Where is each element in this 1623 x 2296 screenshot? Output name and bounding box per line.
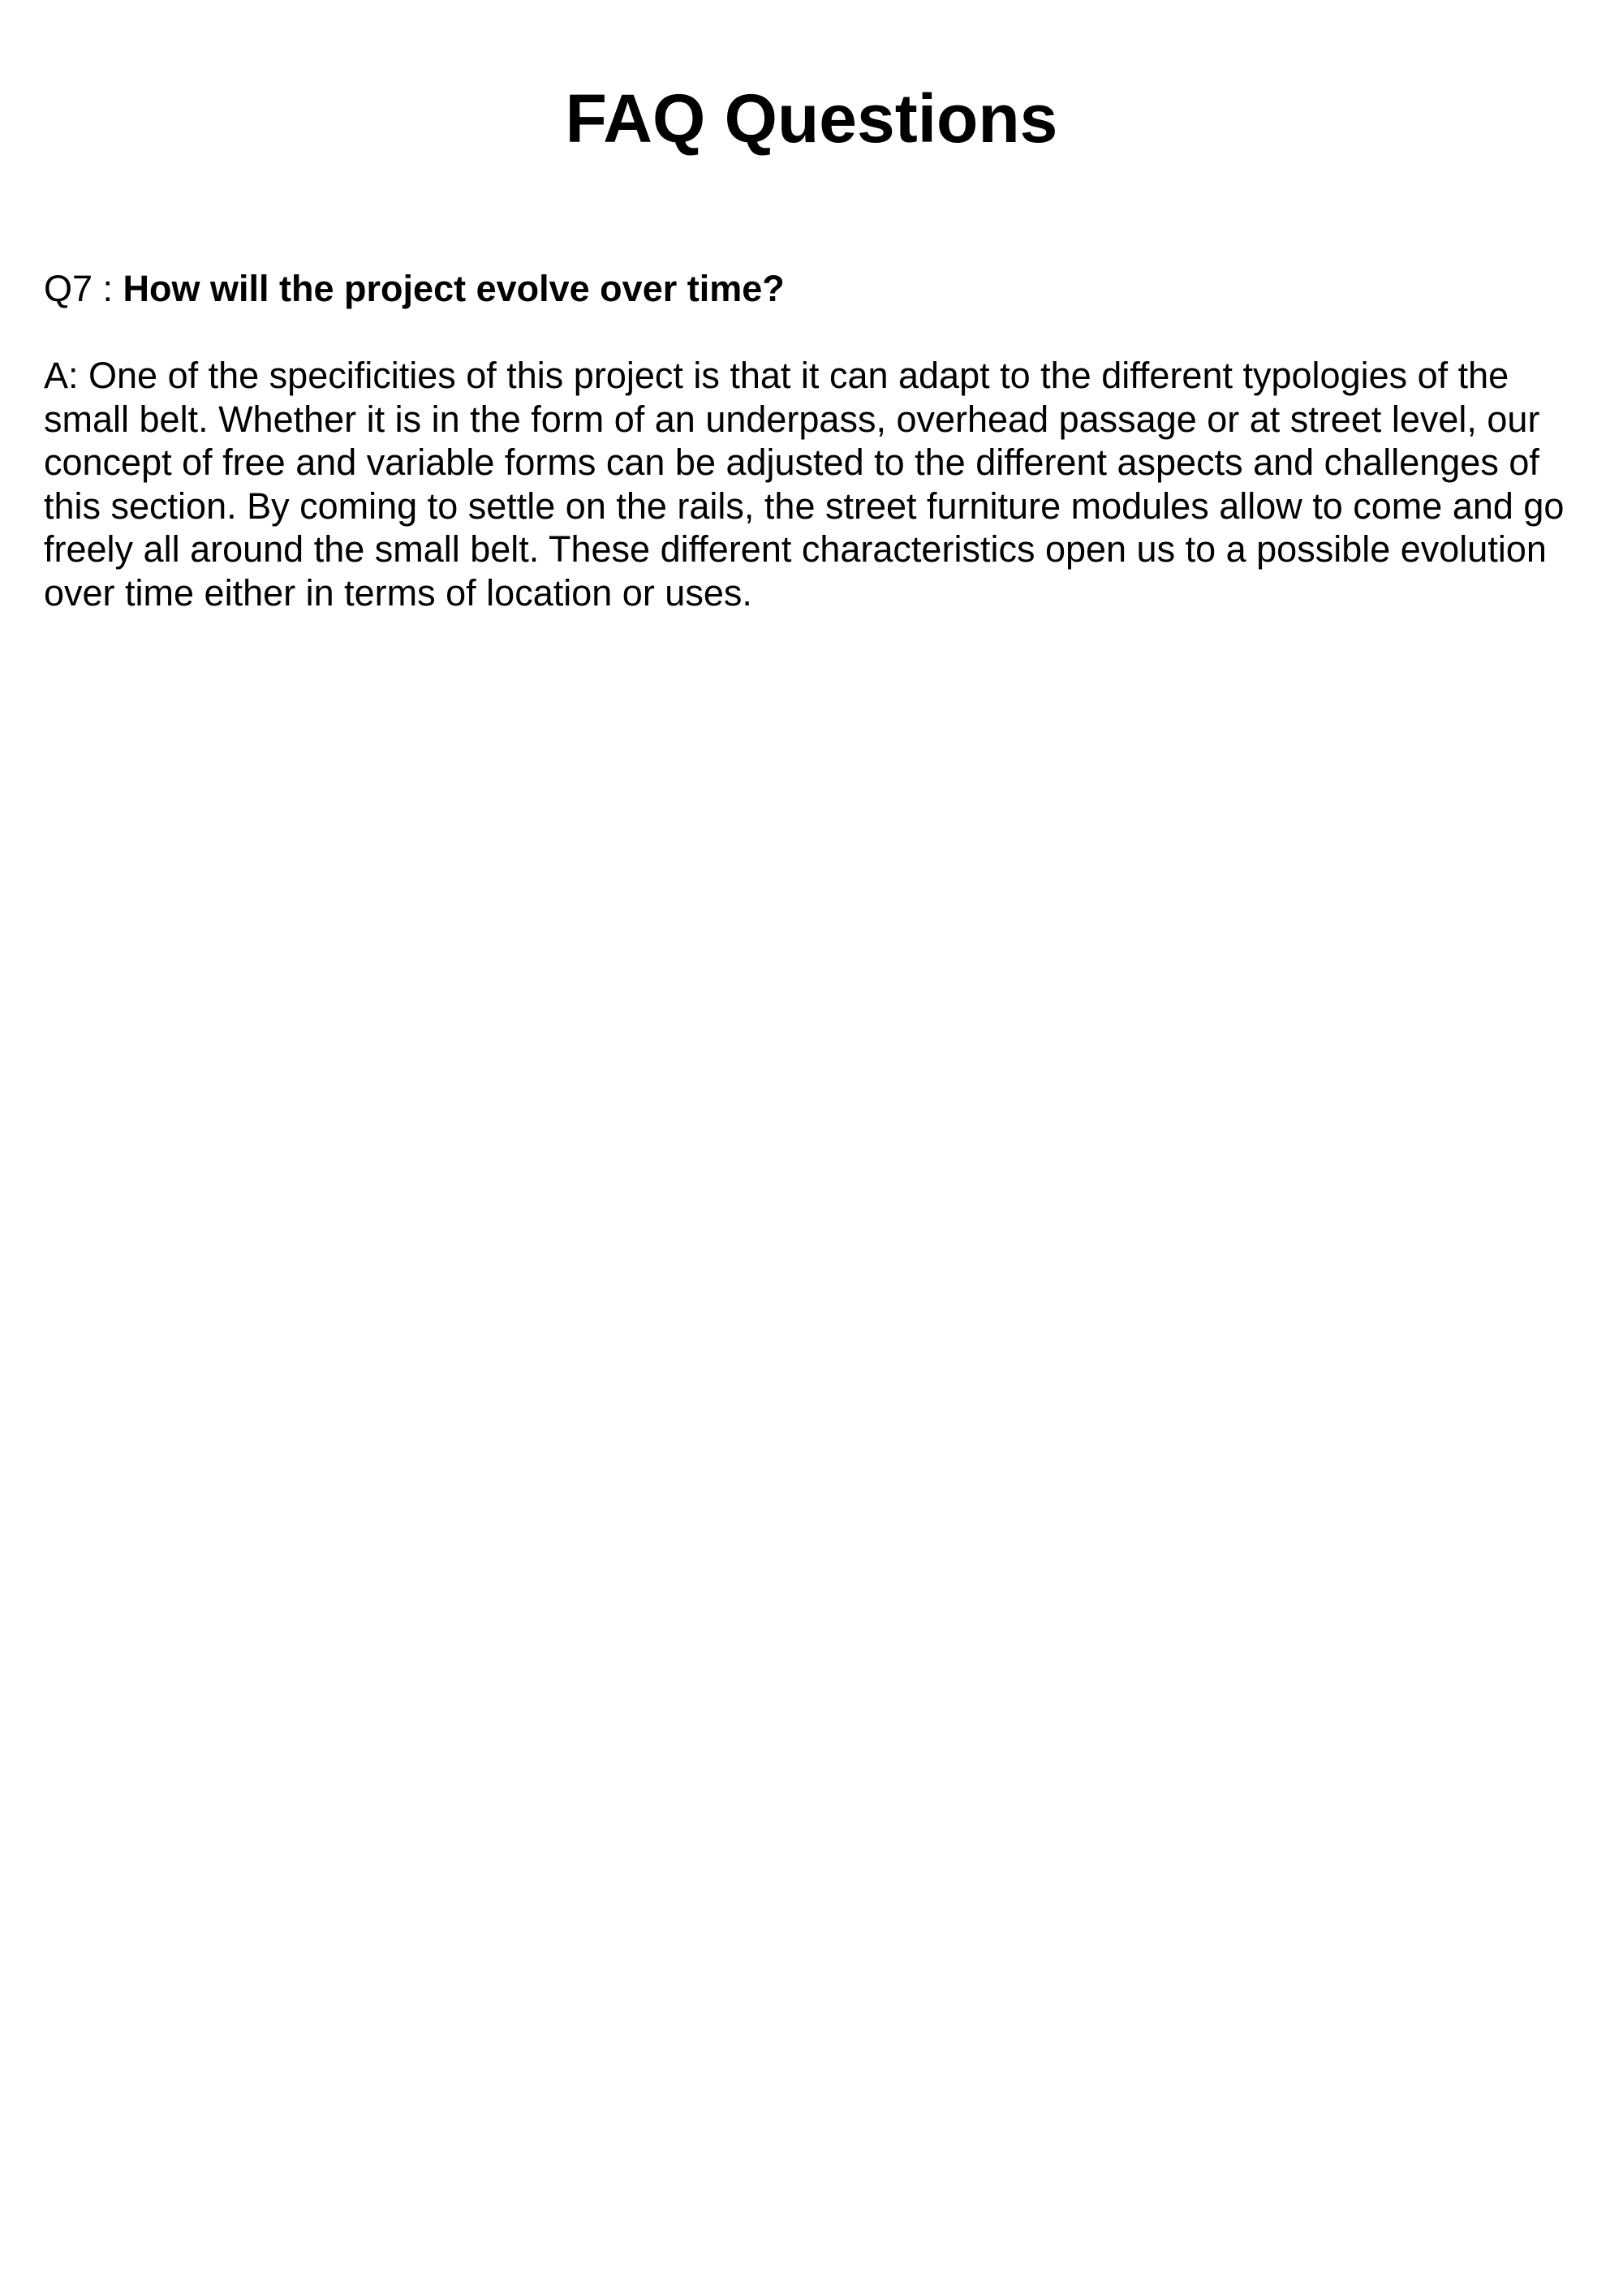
page-title: FAQ Questions [565,80,1058,157]
question-text: How will the project evolve over time? [123,268,785,309]
faq-question [44,267,785,311]
faq-answer: A: One of the specificities of this project is that it can adapt to the different typologies of the small belt. Whether it is in the form of an underpass, overhead passage or at street level, our concept of free and variable forms can be adjusted to the different aspects and challenges of this section. By coming to settle on the rails, the street furniture modules allow to come and go freely all around the small belt. These different characteristics open us to a possible evolution over time either in terms of location or uses. [44,355,1565,614]
question-label: Q7 : [44,268,123,309]
